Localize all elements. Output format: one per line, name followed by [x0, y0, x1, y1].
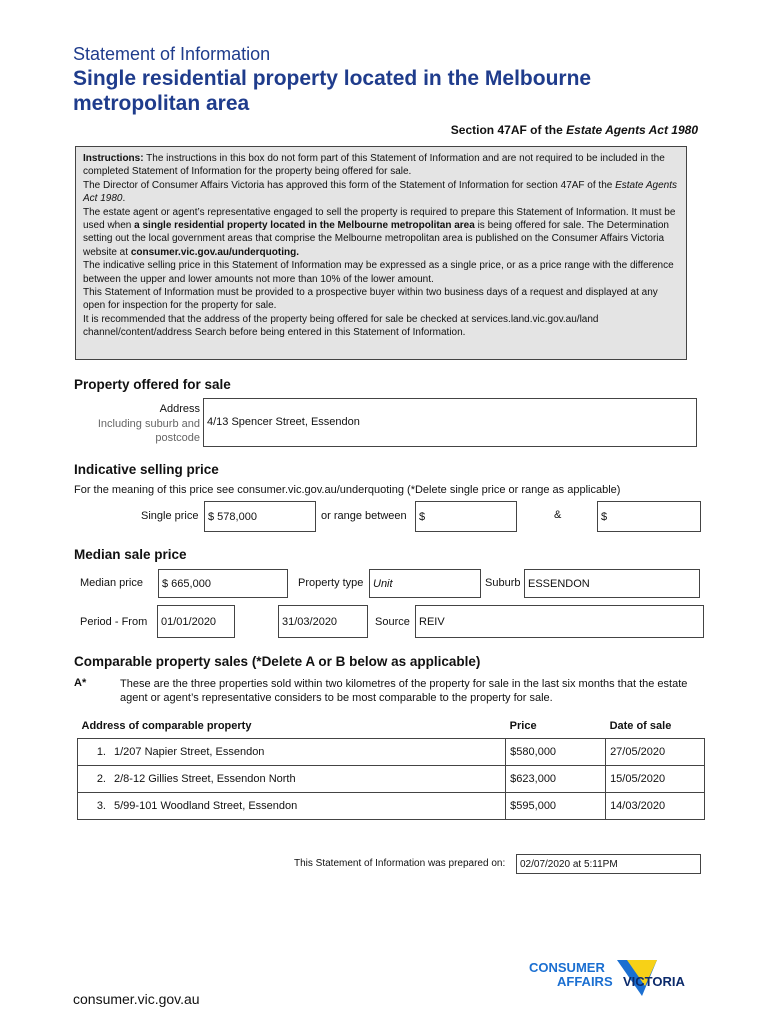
comparable-date-cell[interactable]: 14/03/2020: [606, 793, 705, 820]
prepared-label: This Statement of Information was prepared on:: [294, 858, 506, 869]
logo-line3: VICTORIA: [623, 974, 685, 989]
table-row: [78, 766, 705, 793]
option-a-marker: A*: [74, 677, 87, 689]
logo-line1: CONSUMER: [529, 960, 605, 975]
table-row: [78, 793, 705, 820]
prepared-date-field[interactable]: 02/07/2020 at 5:11PM: [516, 854, 701, 874]
section-reference: [451, 123, 698, 137]
comparable-table: [77, 714, 705, 820]
form-title: Single residential property located in the Melbourne metropolitan area: [73, 67, 592, 115]
section-prefix: Section 47AF of the: [450, 123, 567, 137]
comparable-address: 1/207 Napier Street, Essendon: [114, 746, 265, 758]
median-price-label: Median price: [80, 577, 143, 589]
source-field[interactable]: REIV: [415, 605, 704, 638]
row-number: 3.: [96, 800, 106, 812]
indicative-heading: Indicative selling price: [74, 462, 219, 477]
table-header-row: [78, 714, 705, 739]
suburb-field[interactable]: ESSENDON: [524, 569, 700, 598]
property-type-field[interactable]: Unit: [369, 569, 481, 598]
logo-line2: AFFAIRS: [557, 974, 613, 989]
comparable-date-cell[interactable]: 27/05/2020: [606, 739, 705, 766]
range-high-field[interactable]: $: [597, 501, 701, 532]
option-a-description: These are the three properties sold within two kilometres of the property for sale in the last six months that the estate agent or agent’s representative considers to be most comparable to the property for sale.: [120, 678, 688, 704]
comparable-address-cell[interactable]: [78, 766, 506, 793]
address-label-line1: Address: [159, 403, 200, 415]
range-low-field[interactable]: $: [415, 501, 517, 532]
address-label-line3: postcode: [155, 432, 200, 444]
instructions-box: [75, 146, 687, 360]
period-to-field[interactable]: 31/03/2020: [278, 605, 368, 638]
footer-url[interactable]: consumer.vic.gov.au: [73, 991, 200, 1007]
median-heading: Median sale price: [74, 547, 187, 562]
property-type-label: Property type: [298, 577, 364, 589]
period-label: Period - From: [80, 616, 148, 628]
address-label-line2: Including suburb and: [97, 417, 200, 430]
source-label: Source: [375, 616, 410, 628]
property-heading: Property offered for sale: [74, 377, 231, 392]
instructions-p3a: The estate agent or agent’s representative engaged to sell the property is required to prepare this Statement of Information. It must be used when: [83, 206, 676, 232]
instructions-p3b: is being offered for sale. The Determination setting out the local government areas that comprise the Melbourne metropolitan area is published on the Consumer Affairs Victoria website at: [83, 220, 669, 258]
comparable-address: 5/99-101 Woodland Street, Essendon: [114, 800, 298, 812]
instructions-p1: The instructions in this box do not form part of this Statement of Information and are not required to be included in the completed Statement of Information for the property being offered for sale.: [83, 153, 665, 178]
instructions-p3-bold: a single residential property located in the Melbourne metropolitan area: [134, 220, 475, 232]
section-act: Estate Agents Act 1980: [566, 123, 698, 137]
range-label: or range between: [321, 510, 407, 522]
instructions-p2-act: Estate Agents Act 1980: [83, 179, 677, 205]
logo-graphic: [527, 958, 702, 1008]
address-label: [80, 402, 200, 446]
single-price-label: Single price: [141, 510, 199, 522]
comparable-address: 2/8-12 Gillies Street, Essendon North: [114, 773, 296, 785]
indicative-note: For the meaning of this price see consumer.vic.gov.au/underquoting (*Delete single price or range as applicable): [74, 484, 621, 496]
form-pretitle: Statement of Information: [73, 44, 271, 64]
comparable-heading: Comparable property sales (*Delete A or B below as applicable): [74, 654, 481, 669]
instructions-p4: The indicative selling price in this Statement of Information may be expressed as a single price, or as a price range with the difference between the upper and lower amounts not more than 10% of the lower amount.: [83, 260, 674, 285]
instructions-p5: This Statement of Information must be provided to a prospective buyer within two business days of a request and displayed at any open for inspection for the property for sale.: [83, 287, 658, 312]
comparable-address-cell[interactable]: [78, 739, 506, 766]
address-field[interactable]: 4/13 Spencer Street, Essendon: [203, 398, 697, 447]
instructions-p6: It is recommended that the address of the property being offered for sale be checked at services.land.vic.gov.au/land channel/content/address Search before being entered in this Statement of Information.: [83, 313, 599, 339]
comparable-address-cell[interactable]: [78, 793, 506, 820]
comparable-price-cell[interactable]: $623,000: [506, 766, 606, 793]
column-header-price: Price: [509, 720, 537, 732]
instructions-lead: Instructions:: [83, 153, 144, 164]
column-header-date: Date of sale: [609, 720, 672, 732]
comparable-price-cell[interactable]: $580,000: [506, 739, 606, 766]
single-price-field[interactable]: $ 578,000: [204, 501, 316, 532]
column-header-address: Address of comparable property: [81, 720, 252, 732]
instructions-p2b: .: [122, 193, 126, 205]
range-ampersand: &: [554, 509, 562, 521]
period-from-field[interactable]: 01/01/2020: [157, 605, 235, 638]
instructions-p2a: The Director of Consumer Affairs Victoria has approved this form of the Statement of Information for section 47AF of the: [83, 179, 616, 191]
row-number: 1.: [96, 746, 106, 758]
underquoting-link[interactable]: consumer.vic.gov.au/underquoting.: [130, 246, 299, 258]
comparable-date-cell[interactable]: 15/05/2020: [606, 766, 705, 793]
consumer-affairs-victoria-logo: [527, 958, 702, 1008]
table-row: [78, 739, 705, 766]
median-price-field[interactable]: $ 665,000: [158, 569, 288, 598]
suburb-label: Suburb: [485, 577, 521, 589]
comparable-price-cell[interactable]: $595,000: [506, 793, 606, 820]
row-number: 2.: [96, 773, 106, 785]
